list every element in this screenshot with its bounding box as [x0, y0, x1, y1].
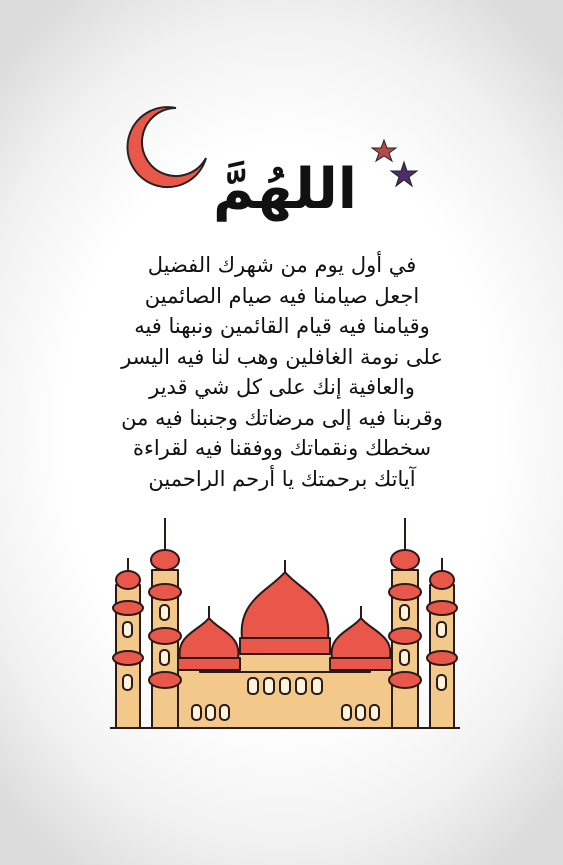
- prayer-line: سخطك ونقماتك ووفقنا فيه لقراءة: [132, 436, 432, 460]
- prayer-line: على نومة الغافلين وهب لنا فيه اليسر: [121, 344, 443, 369]
- prayer-line: وقربنا فيه إلى مرضاتك وجنبنا فيه من: [121, 405, 443, 430]
- prayer-line: في أول يوم من شهرك الفضيل: [147, 253, 417, 277]
- prayer-line: وقيامنا فيه قيام القائمين ونبهنا فيه: [134, 314, 430, 338]
- title-allahumma: اللهُمَّ: [213, 157, 357, 222]
- prayer-line: اجعل صيامنا فيه صيام الصائمين: [144, 283, 420, 308]
- prayer-text: [60, 250, 504, 494]
- mosque-illustration: [100, 510, 470, 730]
- prayer-line: والعافية إنك على كل شي قدير: [149, 375, 415, 399]
- prayer-line: آياتك برحمتك يا أرحم الراحمين: [148, 466, 416, 491]
